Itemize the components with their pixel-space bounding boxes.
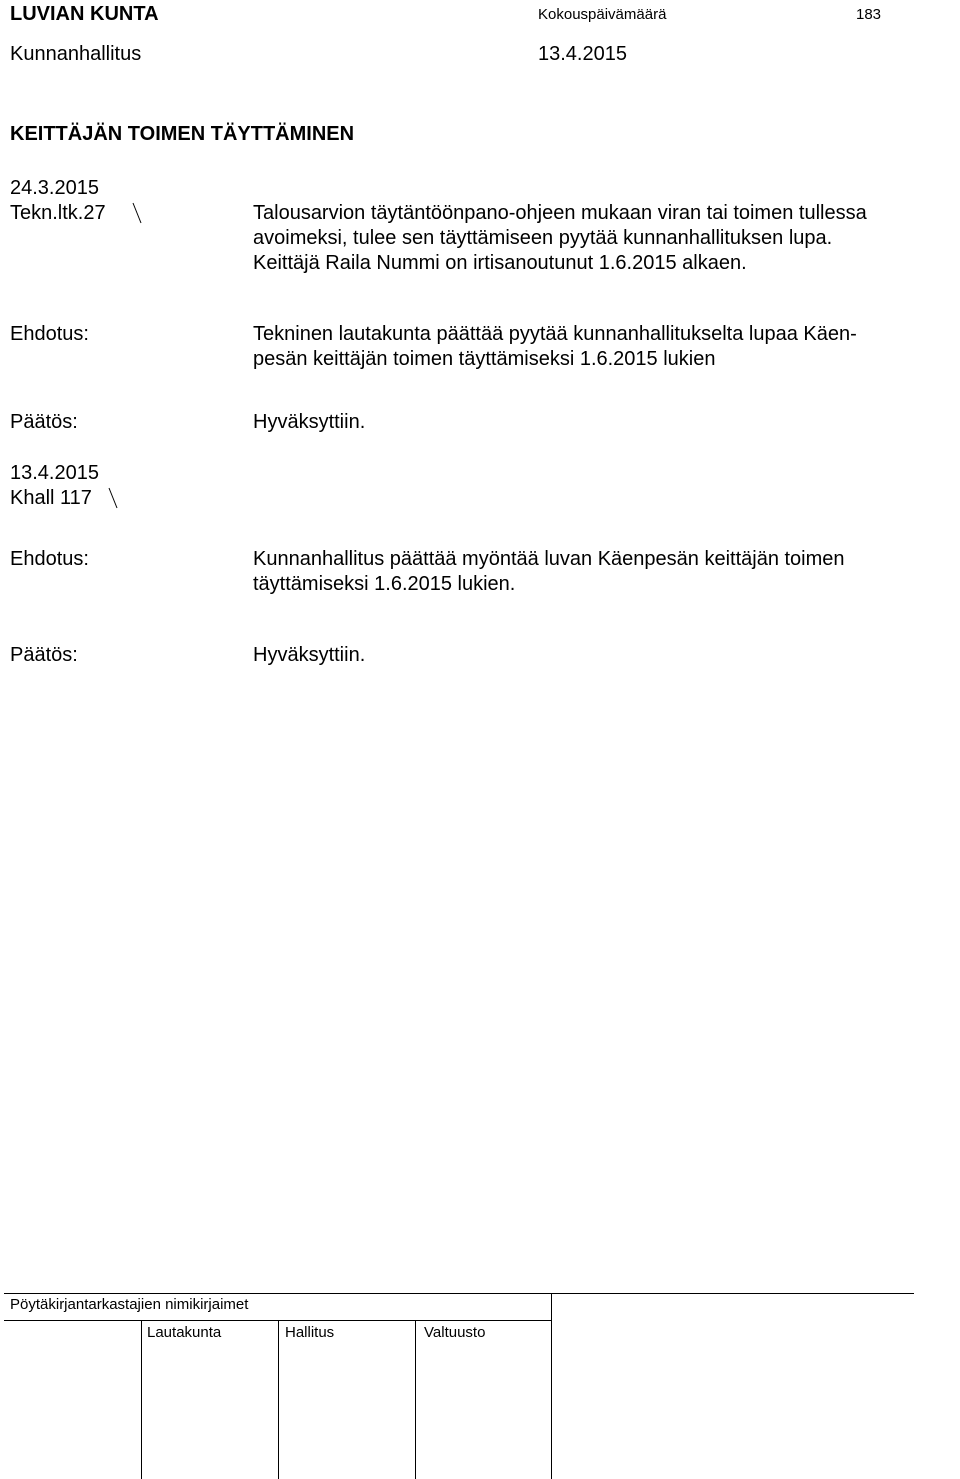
footer-column-divider — [415, 1320, 416, 1479]
section1-proposal-line: Tekninen lautakunta päättää pyytää kunnanhallitukselta lupaa Käen- — [253, 323, 857, 345]
section1-body-line: Talousarvion täytäntöönpano-ohjeen mukaan viran tai toimen tullessa — [253, 202, 867, 224]
municipality-name: LUVIAN KUNTA — [10, 3, 159, 25]
section1-decision-text: Hyväksyttiin. — [253, 411, 366, 433]
section2-proposal-label: Ehdotus: — [10, 548, 89, 570]
section1-proposal-line: pesän keittäjän toimen täyttämiseksi 1.6.2015 lukien — [253, 348, 716, 370]
section2-proposal-line: Kunnanhallitus päättää myöntää luvan Käenpesän keittäjän toimen — [253, 548, 845, 570]
section2-proposal-line: täyttämiseksi 1.6.2015 lukien. — [253, 573, 516, 595]
footer-column-lautakunta: Lautakunta — [147, 1324, 222, 1341]
meeting-date: 13.4.2015 — [538, 43, 627, 65]
section2-decision-label: Päätös: — [10, 644, 78, 666]
page-number: 183 — [856, 6, 882, 23]
section1-decision-label: Päätös: — [10, 411, 78, 433]
footer-top-rule — [4, 1293, 914, 1294]
section-sign-icon — [108, 487, 118, 509]
meeting-date-label: Kokouspäivämäärä — [538, 6, 667, 23]
section1-proposal-label: Ehdotus: — [10, 323, 89, 345]
item-title: KEITTÄJÄN TOIMEN TÄYTTÄMINEN — [10, 123, 355, 145]
signatures-label: Pöytäkirjantarkastajien nimikirjaimet — [10, 1296, 249, 1313]
section1-body-line: avoimeksi, tulee sen täyttämiseen pyytää kunnanhallituksen lupa. — [253, 227, 833, 249]
footer-column-valtuusto: Valtuusto — [424, 1324, 486, 1341]
footer-column-divider — [278, 1320, 279, 1479]
footer-column-hallitus: Hallitus — [285, 1324, 335, 1341]
section-sign-icon — [132, 202, 142, 224]
section2-date: 13.4.2015 — [10, 462, 99, 484]
section1-body-line: Keittäjä Raila Nummi on irtisanoutunut 1.6.2015 alkaen. — [253, 252, 747, 274]
section2-ref: Khall 117 — [10, 487, 92, 509]
footer-column-divider — [141, 1320, 142, 1479]
section2-decision-text: Hyväksyttiin. — [253, 644, 366, 666]
section1-ref: Tekn.ltk.27 — [10, 202, 106, 224]
body-name: Kunnanhallitus — [10, 43, 142, 65]
section1-date: 24.3.2015 — [10, 177, 99, 199]
